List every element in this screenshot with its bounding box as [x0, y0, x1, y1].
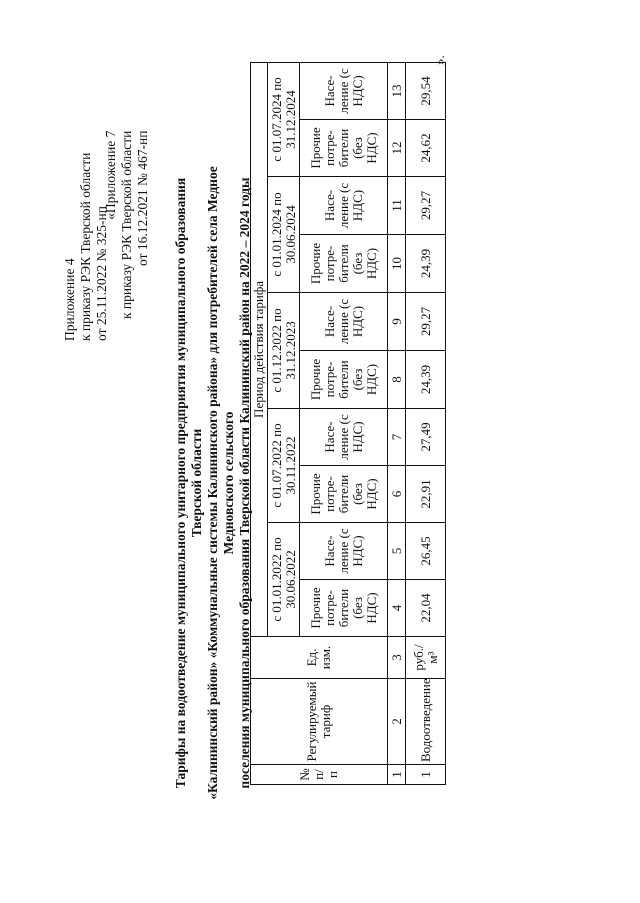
appendix-7-header	[103, 131, 151, 319]
row-value: 22,91	[406, 466, 446, 523]
header-other-2: Прочие потре- бители (без НДС)	[300, 466, 388, 523]
column-number: 5	[388, 523, 406, 580]
row-value: 22,04	[406, 580, 446, 637]
appendix-7-line-2: к приказу РЭК Тверской области	[119, 130, 134, 319]
column-number: 6	[388, 466, 406, 523]
header-period-4: с 01.01.2024 по 30.06.2024	[268, 177, 300, 293]
document-title	[173, 163, 253, 803]
column-number: 10	[388, 235, 406, 293]
header-population-2: Насе- ление (с НДС)	[300, 409, 388, 466]
row-value: 26,45	[406, 523, 446, 580]
column-number: 12	[388, 120, 406, 177]
header-period-1: с 01.01.2022 по 30.06.2022	[268, 523, 300, 637]
table-row	[406, 62, 446, 784]
row-num: 1	[406, 765, 446, 785]
title-line-3: поселения муниципального образования Тверской области Калининский район на 2022 – 2024 годы	[237, 177, 252, 789]
appendix-4-line-2: к приказу РЭК Тверской области	[78, 152, 93, 341]
row-value: 29,27	[406, 293, 446, 351]
tariff-table	[250, 62, 446, 785]
row-value: 27,49	[406, 409, 446, 466]
header-other-1: Прочие потре- бители (без НДС)	[300, 580, 388, 637]
header-population-5: Насе- ление (с НДС)	[300, 62, 388, 119]
appendix-7-line-3: от 16.12.2021 № 467-нп	[135, 130, 150, 266]
header-other-5: Прочие потре- бители (без НДС)	[300, 120, 388, 177]
closing-quote: ».	[432, 55, 447, 65]
column-number: 7	[388, 409, 406, 466]
row-unit: руб./м³	[406, 637, 446, 679]
column-number: 4	[388, 580, 406, 637]
header-unit: Ед. изм.	[251, 637, 388, 679]
row-value: 24,39	[406, 235, 446, 293]
column-number: 1	[388, 765, 406, 785]
title-line-1: Тарифы на водоотведение муниципального унитарного предприятия муниципального образования Тверской области	[173, 177, 204, 789]
table-header-row	[251, 62, 268, 784]
header-population-4: Насе- ление (с НДС)	[300, 177, 388, 235]
header-other-3: Прочие потре- бители (без НДС)	[300, 351, 388, 409]
appendix-7-line-1: «Приложение 7	[103, 130, 118, 220]
column-number: 9	[388, 293, 406, 351]
header-population-1: Насе- ление (с НДС)	[300, 523, 388, 580]
table-column-numbers-row	[388, 62, 406, 784]
header-period-5: с 01.07.2024 по 31.12.2024	[268, 62, 300, 176]
column-number: 11	[388, 177, 406, 235]
appendix-4-line-1: Приложение 4	[62, 258, 77, 341]
row-tariff-name: Водоотведение	[406, 679, 446, 765]
row-value: 24,62	[406, 120, 446, 177]
header-num: № п/п	[251, 765, 388, 785]
row-value: 29,27	[406, 177, 446, 235]
appendix-4-line-3: от 25.11.2022 № 325-нп	[94, 206, 109, 341]
header-period-2: с 01.07.2022 по 30.11.2022	[268, 409, 300, 523]
title-line-2: «Калининский район» «Коммунальные системы Калининского района» для потребителей села Медное Медновского сельского	[205, 166, 236, 800]
header-other-4: Прочие потре- бители (без НДС)	[300, 235, 388, 293]
header-period-3: с 01.12.2022 по 31.12.2023	[268, 293, 300, 409]
header-tariff: Регулируемый тариф	[251, 679, 388, 765]
column-number: 8	[388, 351, 406, 409]
row-value: 24,39	[406, 351, 446, 409]
header-period: Период действия тарифа	[251, 62, 268, 636]
column-number: 3	[388, 637, 406, 679]
row-value: 29,54	[406, 62, 446, 119]
column-number: 2	[388, 679, 406, 765]
column-number: 13	[388, 62, 406, 119]
header-population-3: Насе- ление (с НДС)	[300, 293, 388, 351]
